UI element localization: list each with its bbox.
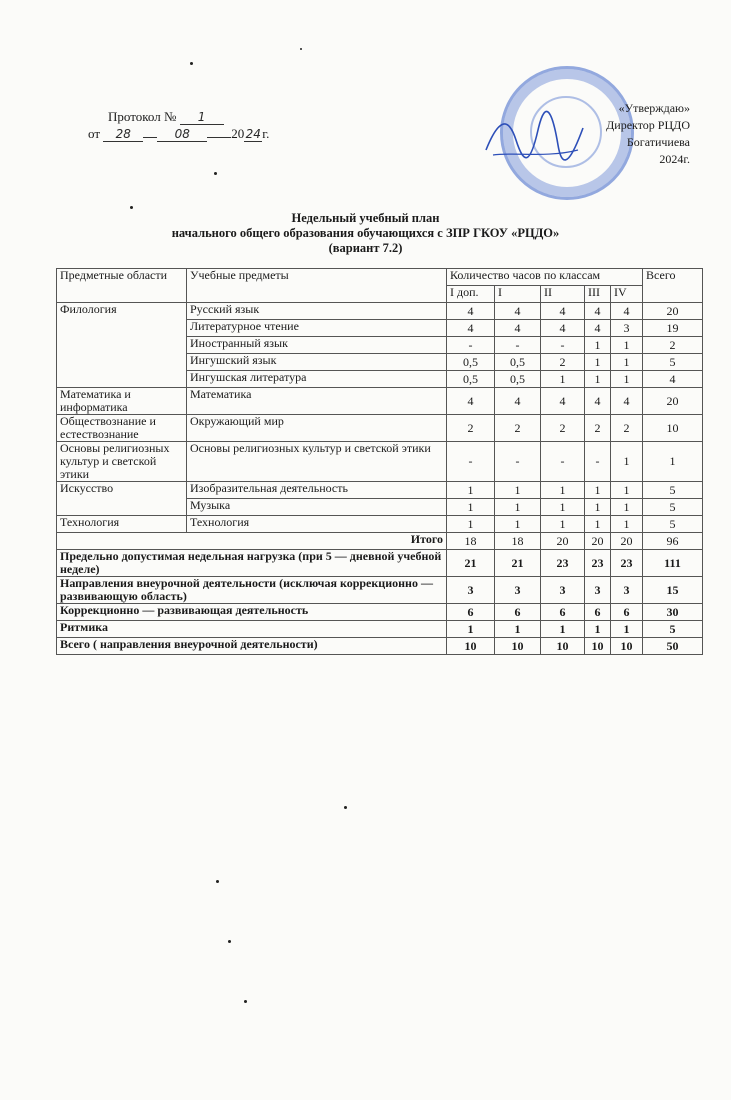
hours-cell: 10 (643, 415, 703, 442)
summary-row (57, 577, 703, 604)
subject-cell: Русский язык (187, 303, 447, 320)
summary-cell: 30 (643, 604, 703, 621)
summary-cell: 6 (495, 604, 541, 621)
summary-cell: 6 (541, 604, 585, 621)
curriculum-table (56, 268, 703, 655)
summary-cell: 21 (495, 550, 541, 577)
hours-cell: 20 (643, 388, 703, 415)
hours-cell: 1 (585, 354, 611, 371)
summary-cell: 6 (585, 604, 611, 621)
subject-cell: Окружающий мир (187, 415, 447, 442)
summary-cell: 3 (495, 577, 541, 604)
hours-cell: 4 (611, 303, 643, 320)
approval-line4: 2024г. (659, 152, 690, 166)
hours-cell: 1 (447, 482, 495, 499)
hours-cell: 4 (585, 303, 611, 320)
header-grade: II (541, 286, 585, 303)
hours-cell: 1 (585, 337, 611, 354)
hours-cell: 4 (495, 303, 541, 320)
summary-cell: 3 (585, 577, 611, 604)
protocol-label: Протокол № (108, 109, 177, 124)
scan-speck (228, 940, 231, 943)
summary-label: Ритмика (57, 621, 447, 638)
summary-cell: 10 (447, 638, 495, 655)
hours-cell: 0,5 (495, 354, 541, 371)
header-areas: Предметные области (57, 269, 187, 303)
summary-cell: 21 (447, 550, 495, 577)
summary-cell: 10 (541, 638, 585, 655)
hours-cell: 1 (611, 482, 643, 499)
subject-cell: Изобразительная деятельность (187, 482, 447, 499)
hours-cell: 1 (643, 442, 703, 482)
summary-cell: 1 (447, 621, 495, 638)
hours-cell: 0,5 (447, 354, 495, 371)
summary-row (57, 621, 703, 638)
hours-cell: 4 (447, 320, 495, 337)
table-row (57, 482, 703, 499)
itogo-cell: 20 (541, 533, 585, 550)
header-subjects: Учебные предметы (187, 269, 447, 303)
protocol-number: 1 (180, 111, 224, 125)
summary-cell: 6 (447, 604, 495, 621)
subject-cell: Литературное чтение (187, 320, 447, 337)
hours-cell: - (541, 442, 585, 482)
hours-cell: 4 (495, 388, 541, 415)
protocol-month: 08 (157, 128, 207, 142)
summary-cell: 15 (643, 577, 703, 604)
approval-block (470, 100, 690, 168)
summary-cell: 50 (643, 638, 703, 655)
hours-cell: 4 (585, 320, 611, 337)
hours-cell: 1 (447, 499, 495, 516)
summary-cell: 1 (585, 621, 611, 638)
summary-cell: 111 (643, 550, 703, 577)
table-row (57, 388, 703, 415)
summary-label: Направления внеурочной деятельности (исключая коррекционно — развивающую область) (57, 577, 447, 604)
summary-cell: 10 (611, 638, 643, 655)
itogo-cell: 96 (643, 533, 703, 550)
subject-cell: Ингушский язык (187, 354, 447, 371)
hours-cell: 4 (585, 388, 611, 415)
summary-cell: 3 (611, 577, 643, 604)
hours-cell: 1 (585, 499, 611, 516)
header-grade: I (495, 286, 541, 303)
area-cell: Основы религиозных культур и светской этики (57, 442, 187, 482)
scan-speck (214, 172, 217, 175)
hours-cell: 1 (611, 371, 643, 388)
subject-cell: Технология (187, 516, 447, 533)
itogo-cell: 20 (611, 533, 643, 550)
title-line2: начального общего образования обучающихся с ЗПР ГКОУ «РЦДО» (171, 226, 560, 240)
protocol-block (88, 108, 269, 142)
protocol-day: 28 (103, 128, 143, 142)
summary-cell: 23 (611, 550, 643, 577)
hours-cell: 2 (541, 415, 585, 442)
summary-cell: 10 (585, 638, 611, 655)
protocol-year-end: г. (262, 126, 270, 141)
summary-label: Коррекционно — развивающая деятельность (57, 604, 447, 621)
hours-cell: 2 (541, 354, 585, 371)
hours-cell: 1 (585, 371, 611, 388)
summary-cell: 1 (541, 621, 585, 638)
area-cell: Обществознание и естествознание (57, 415, 187, 442)
header-grade: III (585, 286, 611, 303)
scan-speck (244, 1000, 247, 1003)
hours-cell: - (495, 442, 541, 482)
hours-cell: 3 (611, 320, 643, 337)
hours-cell: 0,5 (447, 371, 495, 388)
summary-row (57, 638, 703, 655)
hours-cell: 1 (447, 516, 495, 533)
hours-cell: 2 (495, 415, 541, 442)
table-row (57, 415, 703, 442)
hours-cell: - (541, 337, 585, 354)
approval-line2: Директор РЦДО (606, 118, 690, 132)
plan-title (0, 211, 731, 256)
hours-cell: 1 (611, 337, 643, 354)
hours-cell: 4 (495, 320, 541, 337)
subject-cell: Основы религиозных культур и светской этики (187, 442, 447, 482)
summary-cell: 23 (585, 550, 611, 577)
summary-cell: 6 (611, 604, 643, 621)
hours-cell: 1 (611, 354, 643, 371)
hours-cell: 2 (611, 415, 643, 442)
itogo-cell: 18 (495, 533, 541, 550)
area-cell: Искусство (57, 482, 187, 516)
hours-cell: 2 (643, 337, 703, 354)
hours-cell: 5 (643, 499, 703, 516)
hours-cell: 1 (541, 371, 585, 388)
table-row (57, 303, 703, 320)
hours-cell: 1 (611, 499, 643, 516)
itogo-row (57, 533, 703, 550)
subject-cell: Ингушская литература (187, 371, 447, 388)
header-row (57, 269, 703, 286)
hours-cell: - (447, 337, 495, 354)
protocol-year: 24 (245, 127, 261, 141)
itogo-cell: 20 (585, 533, 611, 550)
hours-cell: 19 (643, 320, 703, 337)
subject-cell: Иностранный язык (187, 337, 447, 354)
hours-cell: 4 (447, 388, 495, 415)
hours-cell: 1 (585, 482, 611, 499)
hours-cell: 5 (643, 354, 703, 371)
hours-cell: - (447, 442, 495, 482)
hours-cell: 2 (585, 415, 611, 442)
protocol-year-prefix: 20 (231, 126, 245, 141)
scan-speck (344, 806, 347, 809)
summary-row (57, 604, 703, 621)
title-line3: (вариант 7.2) (328, 241, 403, 255)
summary-cell: 3 (447, 577, 495, 604)
hours-cell: 4 (541, 388, 585, 415)
summary-cell: 5 (643, 621, 703, 638)
hours-cell: 1 (611, 442, 643, 482)
scan-speck (300, 48, 302, 50)
summary-label: Всего ( направления внеурочной деятельности) (57, 638, 447, 655)
scan-speck (190, 62, 193, 65)
hours-cell: 2 (447, 415, 495, 442)
hours-cell: 1 (495, 516, 541, 533)
hours-cell: 4 (643, 371, 703, 388)
summary-cell: 1 (495, 621, 541, 638)
header-grade: IV (611, 286, 643, 303)
hours-cell: 1 (541, 499, 585, 516)
summary-cell: 3 (541, 577, 585, 604)
area-cell: Математика и информатика (57, 388, 187, 415)
hours-cell: 4 (541, 303, 585, 320)
hours-cell: 1 (611, 516, 643, 533)
protocol-from-label: от (88, 126, 101, 141)
hours-cell: 1 (585, 516, 611, 533)
hours-cell: 5 (643, 482, 703, 499)
subject-cell: Математика (187, 388, 447, 415)
hours-cell: 0,5 (495, 371, 541, 388)
summary-label: Предельно допустимая недельная нагрузка (при 5 — дневной учебной неделе) (57, 550, 447, 577)
table-row (57, 516, 703, 533)
hours-cell: 1 (495, 482, 541, 499)
hours-cell: - (585, 442, 611, 482)
hours-cell: 5 (643, 516, 703, 533)
itogo-cell: 18 (447, 533, 495, 550)
summary-cell: 23 (541, 550, 585, 577)
hours-cell: 4 (611, 388, 643, 415)
hours-cell: 1 (541, 516, 585, 533)
header-grade: I доп. (447, 286, 495, 303)
hours-cell: 20 (643, 303, 703, 320)
summary-cell: 1 (611, 621, 643, 638)
hours-cell: 4 (447, 303, 495, 320)
scan-speck (130, 206, 133, 209)
table-row (57, 442, 703, 482)
area-cell: Филология (57, 303, 187, 388)
approval-line3: Богатичиева (626, 135, 690, 149)
subject-cell: Музыка (187, 499, 447, 516)
summary-cell: 10 (495, 638, 541, 655)
area-cell: Технология (57, 516, 187, 533)
header-hours: Количество часов по классам (447, 269, 643, 286)
title-line1: Недельный учебный план (291, 211, 440, 225)
hours-cell: - (495, 337, 541, 354)
hours-cell: 1 (495, 499, 541, 516)
scan-speck (216, 880, 219, 883)
approval-line1: «Утверждаю» (618, 101, 690, 115)
itogo-label: Итого (57, 533, 447, 550)
summary-row (57, 550, 703, 577)
hours-cell: 4 (541, 320, 585, 337)
hours-cell: 1 (541, 482, 585, 499)
header-total: Всего (643, 269, 703, 303)
